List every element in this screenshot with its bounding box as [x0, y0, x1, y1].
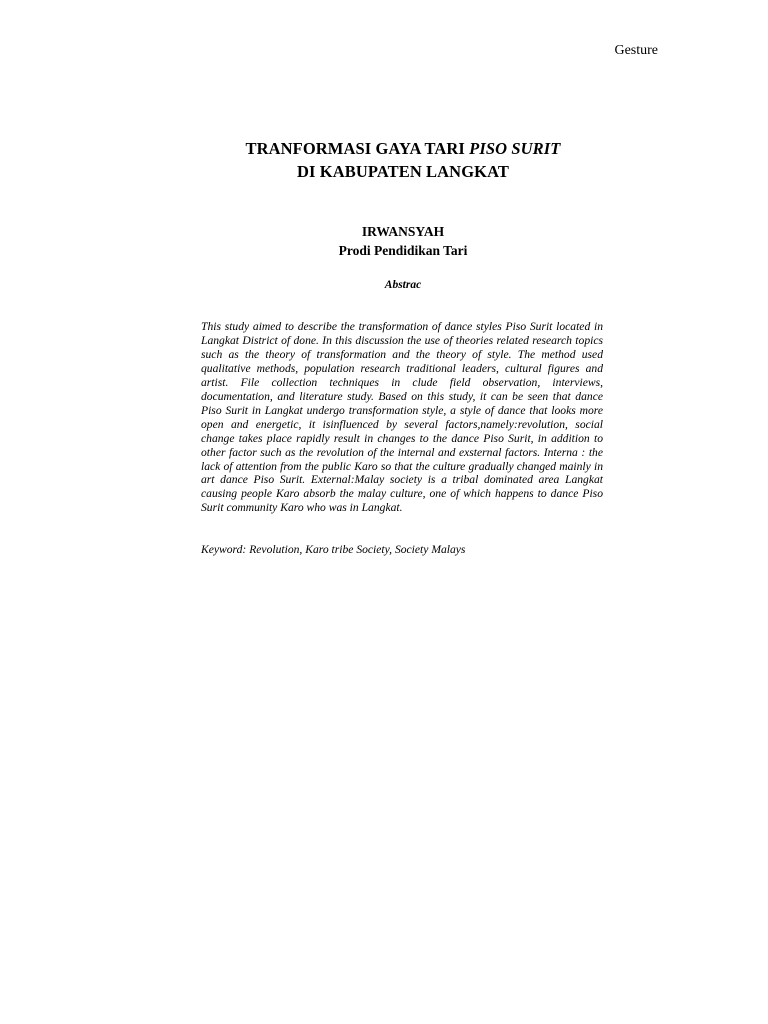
abstract-body: This study aimed to describe the transformation of dance styles Piso Surit located in Langkat District of done. In this discussion the use of theories related research topics such as the theory of transformation and the theory of style. The method used qualitative methods, population research traditional leaders, cultural figures and artist. File collection techniques in clude field observation, interviews, documentation, and literature study. Based on this study, it can be seen that dance Piso Surit in Langkat undergo transformation style, a style of dance that looks more open and energetic, it isinfluenced by several factors,namely:revolution, social change takes place rapidly result in changes to the dance Piso Surit, in addition to other factor such as the revolution of the internal and exsternal factors. Interna : the lack of attention from the public Karo so that the culture gradually changed mainly in art dance Piso Surit. External:Malay society is a tribal dominated area Langkat causing people Karo absorb the malay culture, one of which happens to dance Piso Surit community Karo who was in Langkat. [201, 320, 603, 515]
title-line-2: DI KABUPATEN LANGKAT [297, 162, 509, 181]
author-block [0, 222, 768, 260]
author-name: IRWANSYAH [361, 224, 445, 239]
paper-title [0, 137, 768, 183]
abstract-heading: Abstrac [384, 279, 422, 291]
title-line-1-text: TRANFORMASI GAYA TARI [245, 139, 470, 158]
running-header: Gesture [614, 43, 658, 58]
title-line-1 [0, 137, 768, 160]
title-line-1-italic: PISO SURIT [469, 139, 561, 158]
keywords: Keyword: Revolution, Karo tribe Society, Society Malays [201, 543, 466, 556]
author-affiliation: Prodi Pendidikan Tari [338, 243, 468, 258]
